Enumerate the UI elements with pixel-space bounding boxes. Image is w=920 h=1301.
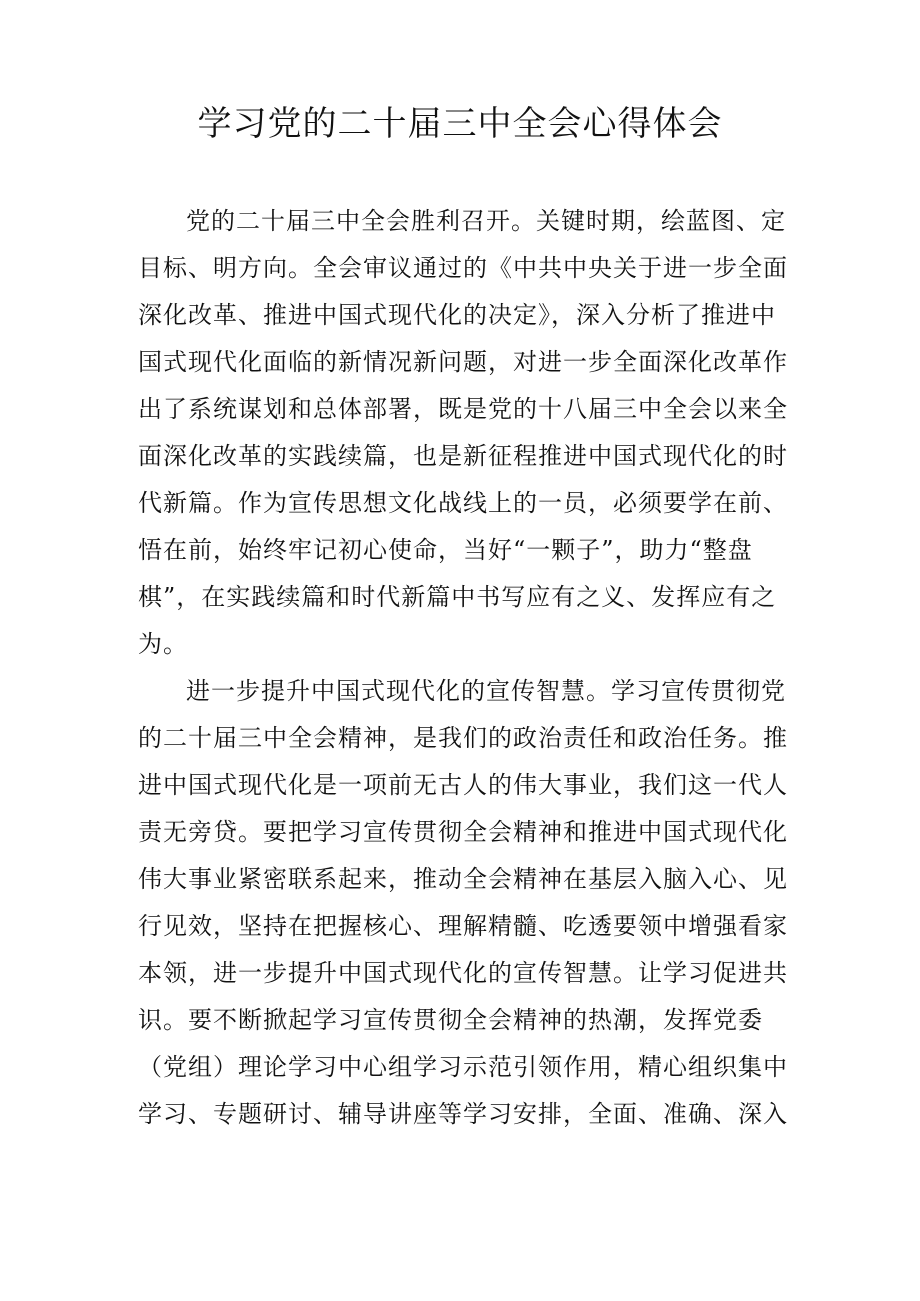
paragraph-line: 出了系统谋划和总体部署，既是党的十八届三中全会以来全 — [138, 395, 788, 423]
paragraph-line: 识。要不断掀起学习宣传贯彻全会精神的热潮，发挥党委 — [138, 1006, 763, 1034]
paragraph-line: 代新篇。作为宣传思想文化战线上的一员，必须要学在前、 — [138, 489, 788, 517]
paragraph-line: 为。 — [138, 630, 188, 658]
paragraph-line: 进一步提升中国式现代化的宣传智慧。学习宣传贯彻党 — [186, 677, 786, 705]
paragraph-line: 面深化改革的实践续篇，也是新征程推进中国式现代化的时 — [138, 442, 788, 470]
paragraph-line: 国式现代化面临的新情况新问题，对进一步全面深化改革作 — [138, 348, 788, 376]
paragraph-line: （党组）理论学习中心组学习示范引领作用，精心组织集中 — [138, 1053, 788, 1081]
paragraph-line: 的二十届三中全会精神，是我们的政治责任和政治任务。推 — [138, 724, 788, 752]
paragraph-line: 目标、明方向。全会审议通过的《中共中央关于进一步全面 — [138, 254, 788, 282]
paragraph-line: 党的二十届三中全会胜利召开。关键时期，绘蓝图、定 — [186, 207, 786, 235]
paragraph-line: 伟大事业紧密联系起来，推动全会精神在基层入脑入心、见 — [138, 865, 788, 893]
paragraph-line: 行见效，坚持在把握核心、理解精髓、吃透要领中增强看家 — [138, 912, 788, 940]
paragraph-line: 悟在前，始终牢记初心使命，当好“一颗子”，助力“整盘 — [138, 536, 753, 564]
document-title: 学习党的二十届三中全会心得体会 — [197, 104, 723, 144]
paragraph-line: 学习、专题研讨、辅导讲座等学习安排，全面、准确、深入 — [138, 1100, 788, 1128]
paragraph-2 — [138, 668, 788, 1138]
paragraph-line: 责无旁贷。要把学习宣传贯彻全会精神和推进中国式现代化 — [138, 818, 788, 846]
paragraph-line: 进中国式现代化是一项前无古人的伟大事业，我们这一代人 — [138, 771, 788, 799]
document-body — [138, 198, 788, 1138]
paragraph-1 — [138, 198, 788, 668]
paragraph-line: 棋”，在实践续篇和时代新篇中书写应有之义、发挥应有之 — [138, 583, 777, 611]
paragraph-line: 深化改革、推进中国式现代化的决定》，深入分析了推进中 — [138, 301, 776, 329]
paragraph-line: 本领，进一步提升中国式现代化的宣传智慧。让学习促进共 — [138, 959, 788, 987]
